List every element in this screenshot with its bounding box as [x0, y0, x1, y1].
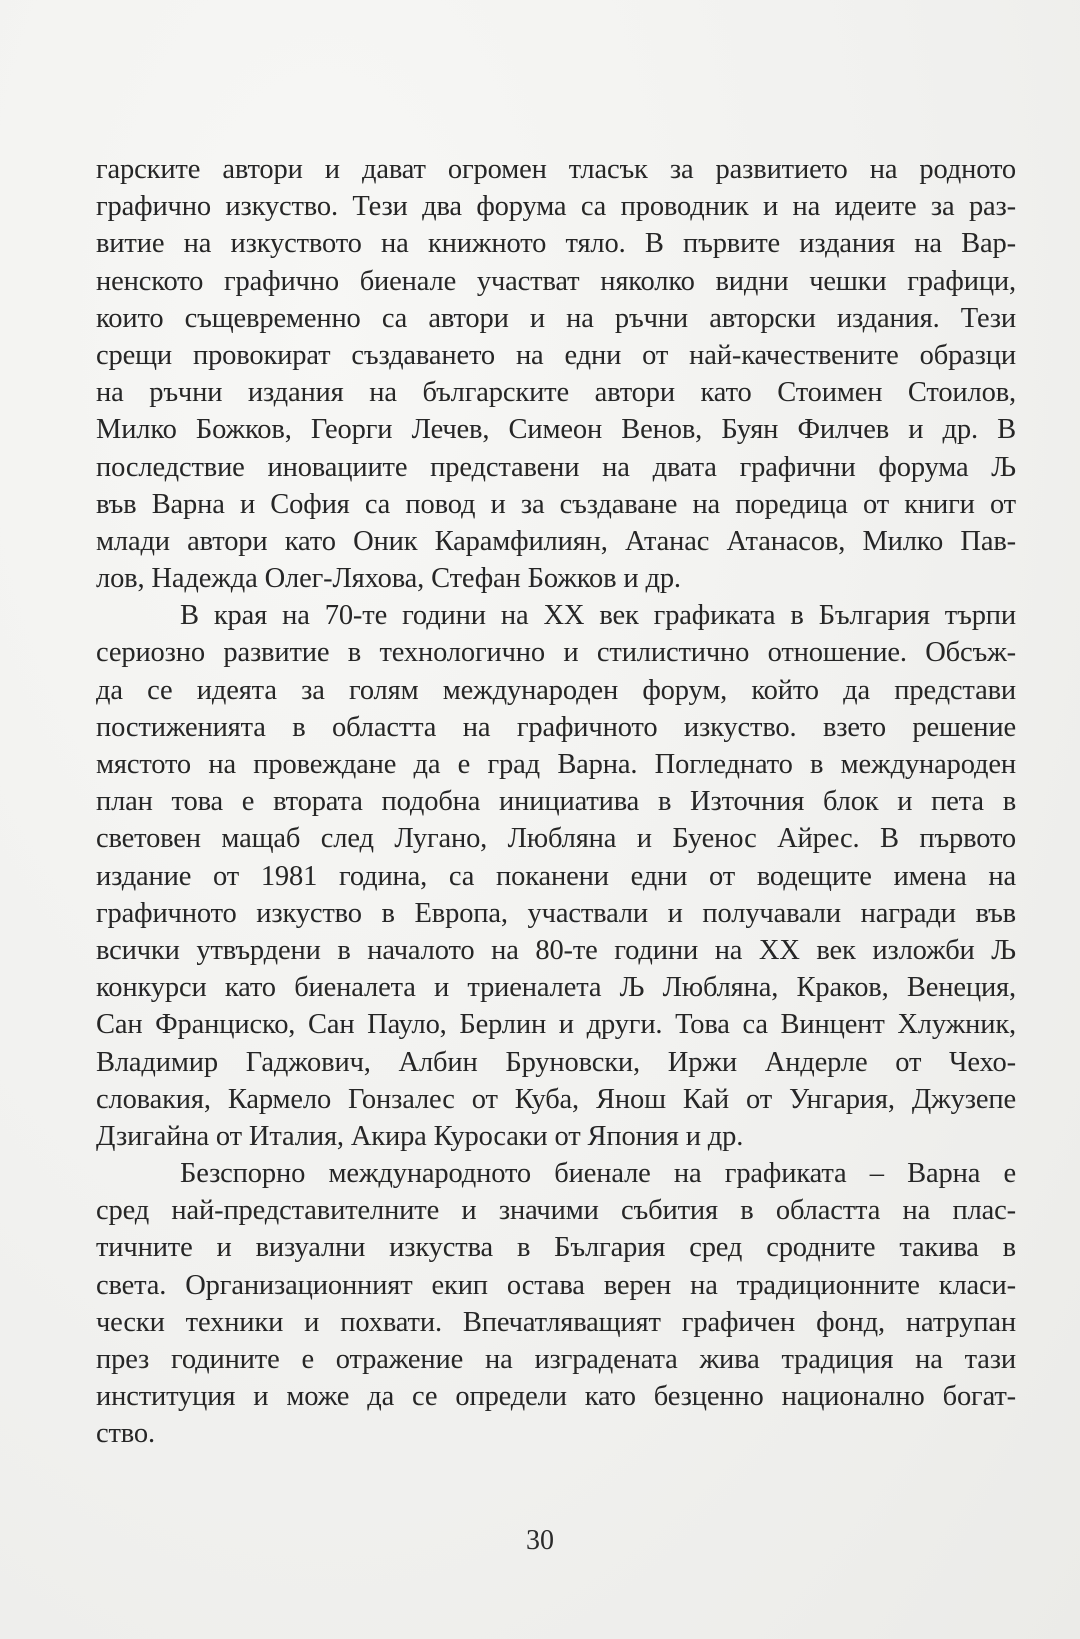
text-line: сериозно развитие в технологично и стилистично отношение. Обсъж- [96, 637, 1016, 669]
text-line: институция и може да се определи като безценно национално богат- [96, 1381, 1016, 1413]
text-line: чески техники и похвати. Впечатляващият графичен фонд, натрупан [96, 1306, 1016, 1338]
text-line: лов, Надежда Олег-Ляхова, Стефан Божков и др. [96, 563, 681, 595]
paragraph [96, 1155, 1016, 1453]
text-line: всички утвърдени в началото на 80-те години на ХХ век изложби Љ [96, 934, 1016, 966]
text-line: план това е втората подобна инициатива в Източния блок и пета в [96, 786, 1016, 818]
text-line: гарските автори и дават огромен тласък за развитието на родното [96, 154, 1016, 185]
page-number: 30 [526, 1525, 554, 1556]
paragraph [96, 597, 1016, 1155]
text-line: Безспорно международното биенале на графиката – Варна е [180, 1158, 1016, 1190]
text-line: ство. [96, 1418, 155, 1450]
text-line: сред най-представителните и значими събития в областта на плас- [96, 1195, 1016, 1227]
text-line: Милко Божков, Георги Лечев, Симеон Венов, Буян Филчев и др. В [96, 414, 1016, 446]
text-line: световен мащаб след Лугано, Любляна и Буенос Айрес. В първото [96, 823, 1016, 855]
text-line: словакия, Кармело Гонзалес от Куба, Янош Кай от Унгария, Джузепе [96, 1083, 1016, 1115]
text-line: постиженията в областта на графичното изкуство. взето решение [96, 711, 1016, 743]
text-line: тичните и визуални изкуства в България сред сродните такива в [96, 1232, 1016, 1264]
text-line: млади автори като Оник Карамфилиян, Атанас Атанасов, Милко Пав- [96, 525, 1016, 557]
text-line: които същевременно са автори и на ръчни авторски издания. Тези [96, 302, 1016, 334]
text-line: срещи провокират създаването на едни от най-качествените образци [96, 339, 1016, 371]
text-line: Дзигайна от Италия, Акира Куросаки от Япония и др. [96, 1120, 744, 1152]
text-line: във Варна и София са повод и за създаване на поредица от книги от [96, 488, 1016, 520]
body-text [96, 151, 1016, 1453]
text-line: Сан Франциско, Сан Пауло, Берлин и други. Това са Винцент Хлужник, [96, 1009, 1016, 1041]
text-line: да се идеята за голям международен форум, който да представи [96, 674, 1016, 706]
text-line: последствие иновациите представени на двата графични форума Љ [96, 451, 1016, 483]
text-line: Владимир Гаджович, Албин Бруновски, Иржи Андерле от Чехо- [96, 1046, 1016, 1078]
text-line: графично изкуство. Тези два форума са проводник и на идеите за раз- [96, 191, 1016, 223]
text-line: графичното изкуство в Европа, участвали и получавали награди във [96, 897, 1016, 929]
text-line: конкурси като биеналета и триеналета Љ Любляна, Краков, Венеция, [96, 972, 1016, 1004]
text-line: през годините е отражение на изградената жива традиция на тази [96, 1344, 1016, 1375]
text-line: мястото на провеждане да е град Варна. Погледнато в международен [96, 749, 1016, 780]
text-line: В края на 70-те години на ХХ век графиката в България търпи [180, 600, 1016, 632]
text-line: ненското графично биенале участват няколко видни чешки графици, [96, 265, 1016, 297]
text-line: на ръчни издания на българските автори като Стоимен Стоилов, [96, 377, 1016, 409]
text-line: издание от 1981 година, са поканени едни от водещите имена на [96, 860, 1016, 892]
paragraph [96, 151, 1016, 597]
text-line: витие на изкуството на книжното тяло. В първите издания на Вар- [96, 228, 1016, 260]
text-line: света. Организационният екип остава верен на традиционните класи- [96, 1269, 1016, 1301]
